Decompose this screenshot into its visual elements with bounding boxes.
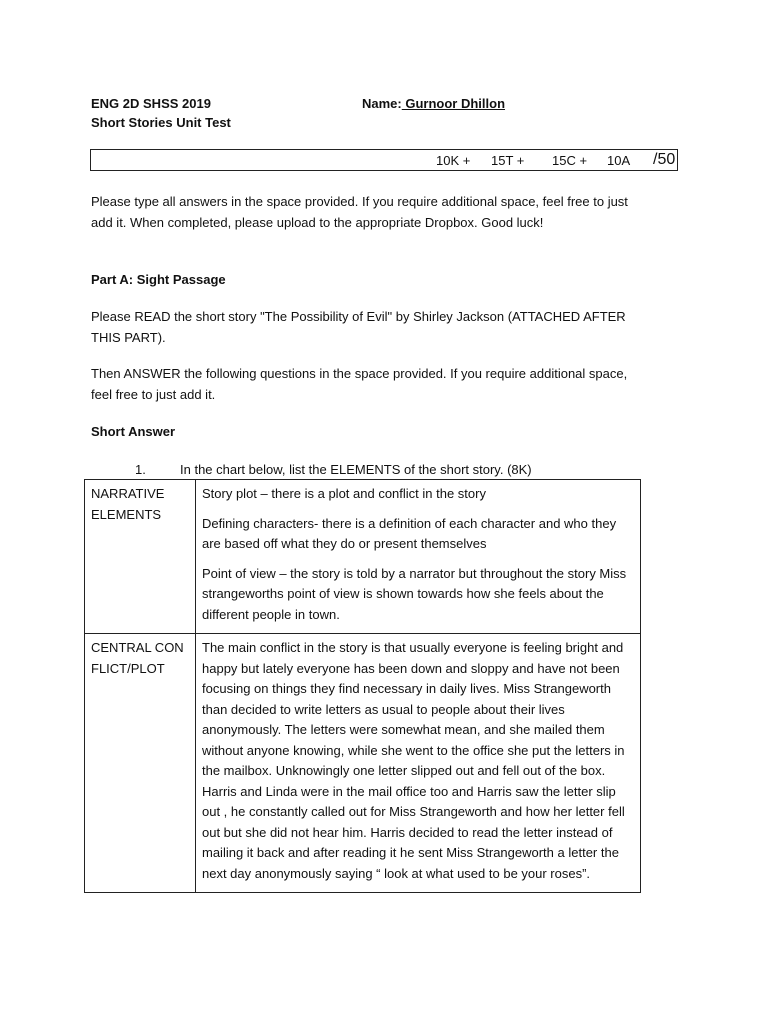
row-content[interactable] <box>196 634 641 893</box>
row-label: CENTRAL CONFLICT/PLOT <box>85 634 196 893</box>
score-box <box>90 149 678 171</box>
answer-instruction: Then ANSWER the following questions in the space provided. If you require additional space, feel free to just add it. <box>91 366 628 402</box>
row-content[interactable] <box>196 480 641 634</box>
row-label: NARRATIVE ELEMENTS <box>85 480 196 634</box>
student-name: Gurnoor Dhillon <box>401 96 506 111</box>
test-title: Short Stories Unit Test <box>91 115 231 130</box>
answer-paragraph: Story plot – there is a plot and conflict in the story <box>202 486 486 501</box>
chart-row-narrative-elements <box>85 480 641 634</box>
student-name-field <box>362 94 505 114</box>
read-instruction: Please READ the short story "The Possibility of Evil" by Shirley Jackson (ATTACHED AFTER THIS PART). <box>91 309 626 345</box>
course-code: ENG 2D SHSS 2019 <box>91 96 211 111</box>
short-answer-heading: Short Answer <box>91 424 176 439</box>
score-communication: 15C + <box>552 153 588 168</box>
instructions: Please type all answers in the space provided. If you require additional space, feel free to just add it. When completed, please upload to the appropriate Dropbox. Good luck! <box>91 194 628 230</box>
part-a-heading: Part A: Sight Passage <box>91 272 226 287</box>
score-application: 10A <box>607 153 631 168</box>
answer-paragraph: Defining characters- there is a definition of each character and who they are based off what they do or present themselves <box>202 515 617 551</box>
question-1-number: 1. <box>135 462 146 477</box>
name-label: Name: <box>362 96 402 111</box>
story-elements-chart <box>84 479 641 893</box>
answer-paragraph: Point of view – the story is told by a narrator but throughout the story Miss strangeworths point of view is shown towards how she feels about the different people in town. <box>202 565 627 622</box>
chart-row-central-conflict <box>85 634 641 893</box>
question-1-text: In the chart below, list the ELEMENTS of the short story. (8K) <box>180 462 532 477</box>
score-knowledge: 10K + <box>436 153 471 168</box>
answer-paragraph: The main conflict in the story is that usually everyone is feeling bright and happy but lately everyone has been down and sloppy and have not been focusing on things they find necessary in daily lives. Miss Strangeworth than decided to write letters as usual to people about their lives anonymously. The letters were somewhat mean, and she mailed them without anyone knowing, while she went to the office she put the letters in the mailbox. Unknowingly one letter slipped out and fell out of the box. Harris and Linda were in the mail office too and Harris saw the letter slip out , he constantly called out for Miss Strangeworth and how her letter fell out but she did not hear him. Harris decided to read the letter instead of mailing it back and after reading it he sent Miss Strangeworth a letter the next day anonymously saying “ look at what used to be your roses”. <box>202 640 625 881</box>
score-thinking: 15T + <box>491 153 525 168</box>
score-total: /50 <box>653 151 676 168</box>
